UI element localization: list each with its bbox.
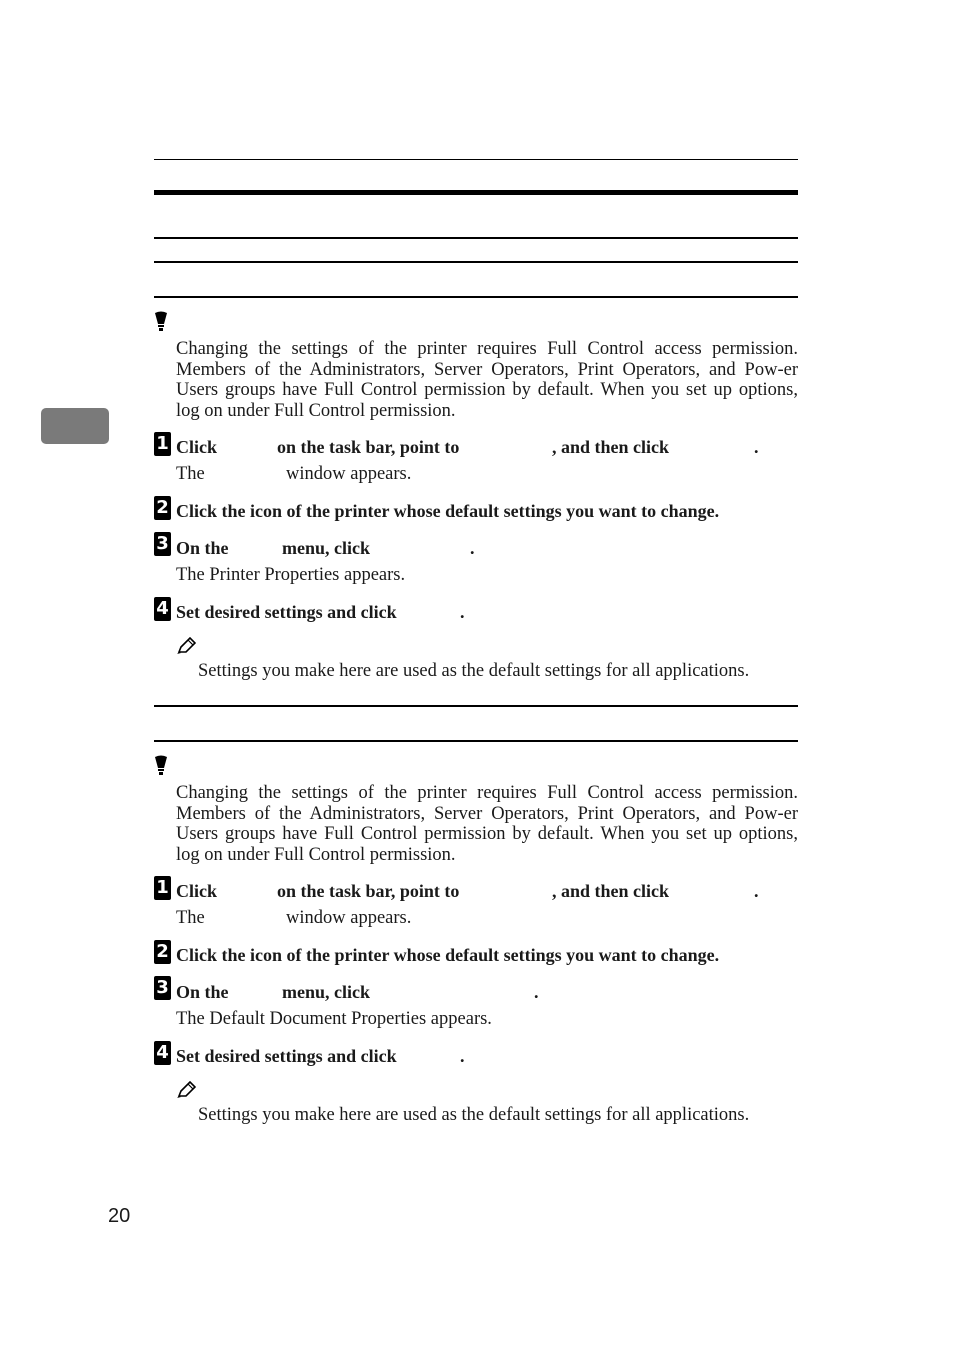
step-number: 2: [154, 940, 171, 964]
step-number: 3: [154, 976, 171, 1000]
step-3-result: The Default Document Properties appears.: [176, 1009, 492, 1029]
lightbulb-icon: [153, 311, 169, 333]
step-number: 4: [154, 597, 171, 621]
limitation-text: Changing the settings of the printer requires Full Control access permission. Members of the Administrators, Server Operators, Print Operators, and Pow-er Users groups have Full Control permission by default. When you set up options, log on under Full Control permission.: [176, 783, 798, 865]
pencil-icon: [176, 1081, 196, 1099]
lightbulb-icon: [153, 755, 169, 777]
section-rule-2b: [154, 740, 798, 742]
header-rule-top: [154, 159, 798, 160]
chapter-tab: [41, 408, 109, 444]
section-rule-1c: [154, 296, 798, 298]
section-rule-1a: [154, 237, 798, 239]
step-number: 1: [154, 432, 171, 456]
step-number: 1: [154, 876, 171, 900]
note-text: Settings you make here are used as the default settings for all applications.: [198, 1105, 750, 1125]
header-rule-thick: [154, 190, 798, 195]
pencil-icon: [176, 637, 196, 655]
step-number: 2: [154, 496, 171, 520]
step-number: 4: [154, 1041, 171, 1065]
section-rule-1b: [154, 261, 798, 263]
step-2-text: Click the icon of the printer whose default settings you want to change.: [176, 945, 720, 965]
page-number: 20: [108, 1205, 131, 1227]
section-rule-2a: [154, 705, 798, 707]
step-3-result: The Printer Properties appears.: [176, 565, 406, 585]
note-text: Settings you make here are used as the default settings for all applications.: [198, 661, 750, 681]
step-number: 3: [154, 532, 171, 556]
limitation-text: Changing the settings of the printer requires Full Control access permission. Members of the Administrators, Server Operators, Print Operators, and Pow-er Users groups have Full Control permission by default. When you set up options, log on under Full Control permission.: [176, 339, 798, 421]
step-2-text: Click the icon of the printer whose default settings you want to change.: [176, 501, 720, 521]
